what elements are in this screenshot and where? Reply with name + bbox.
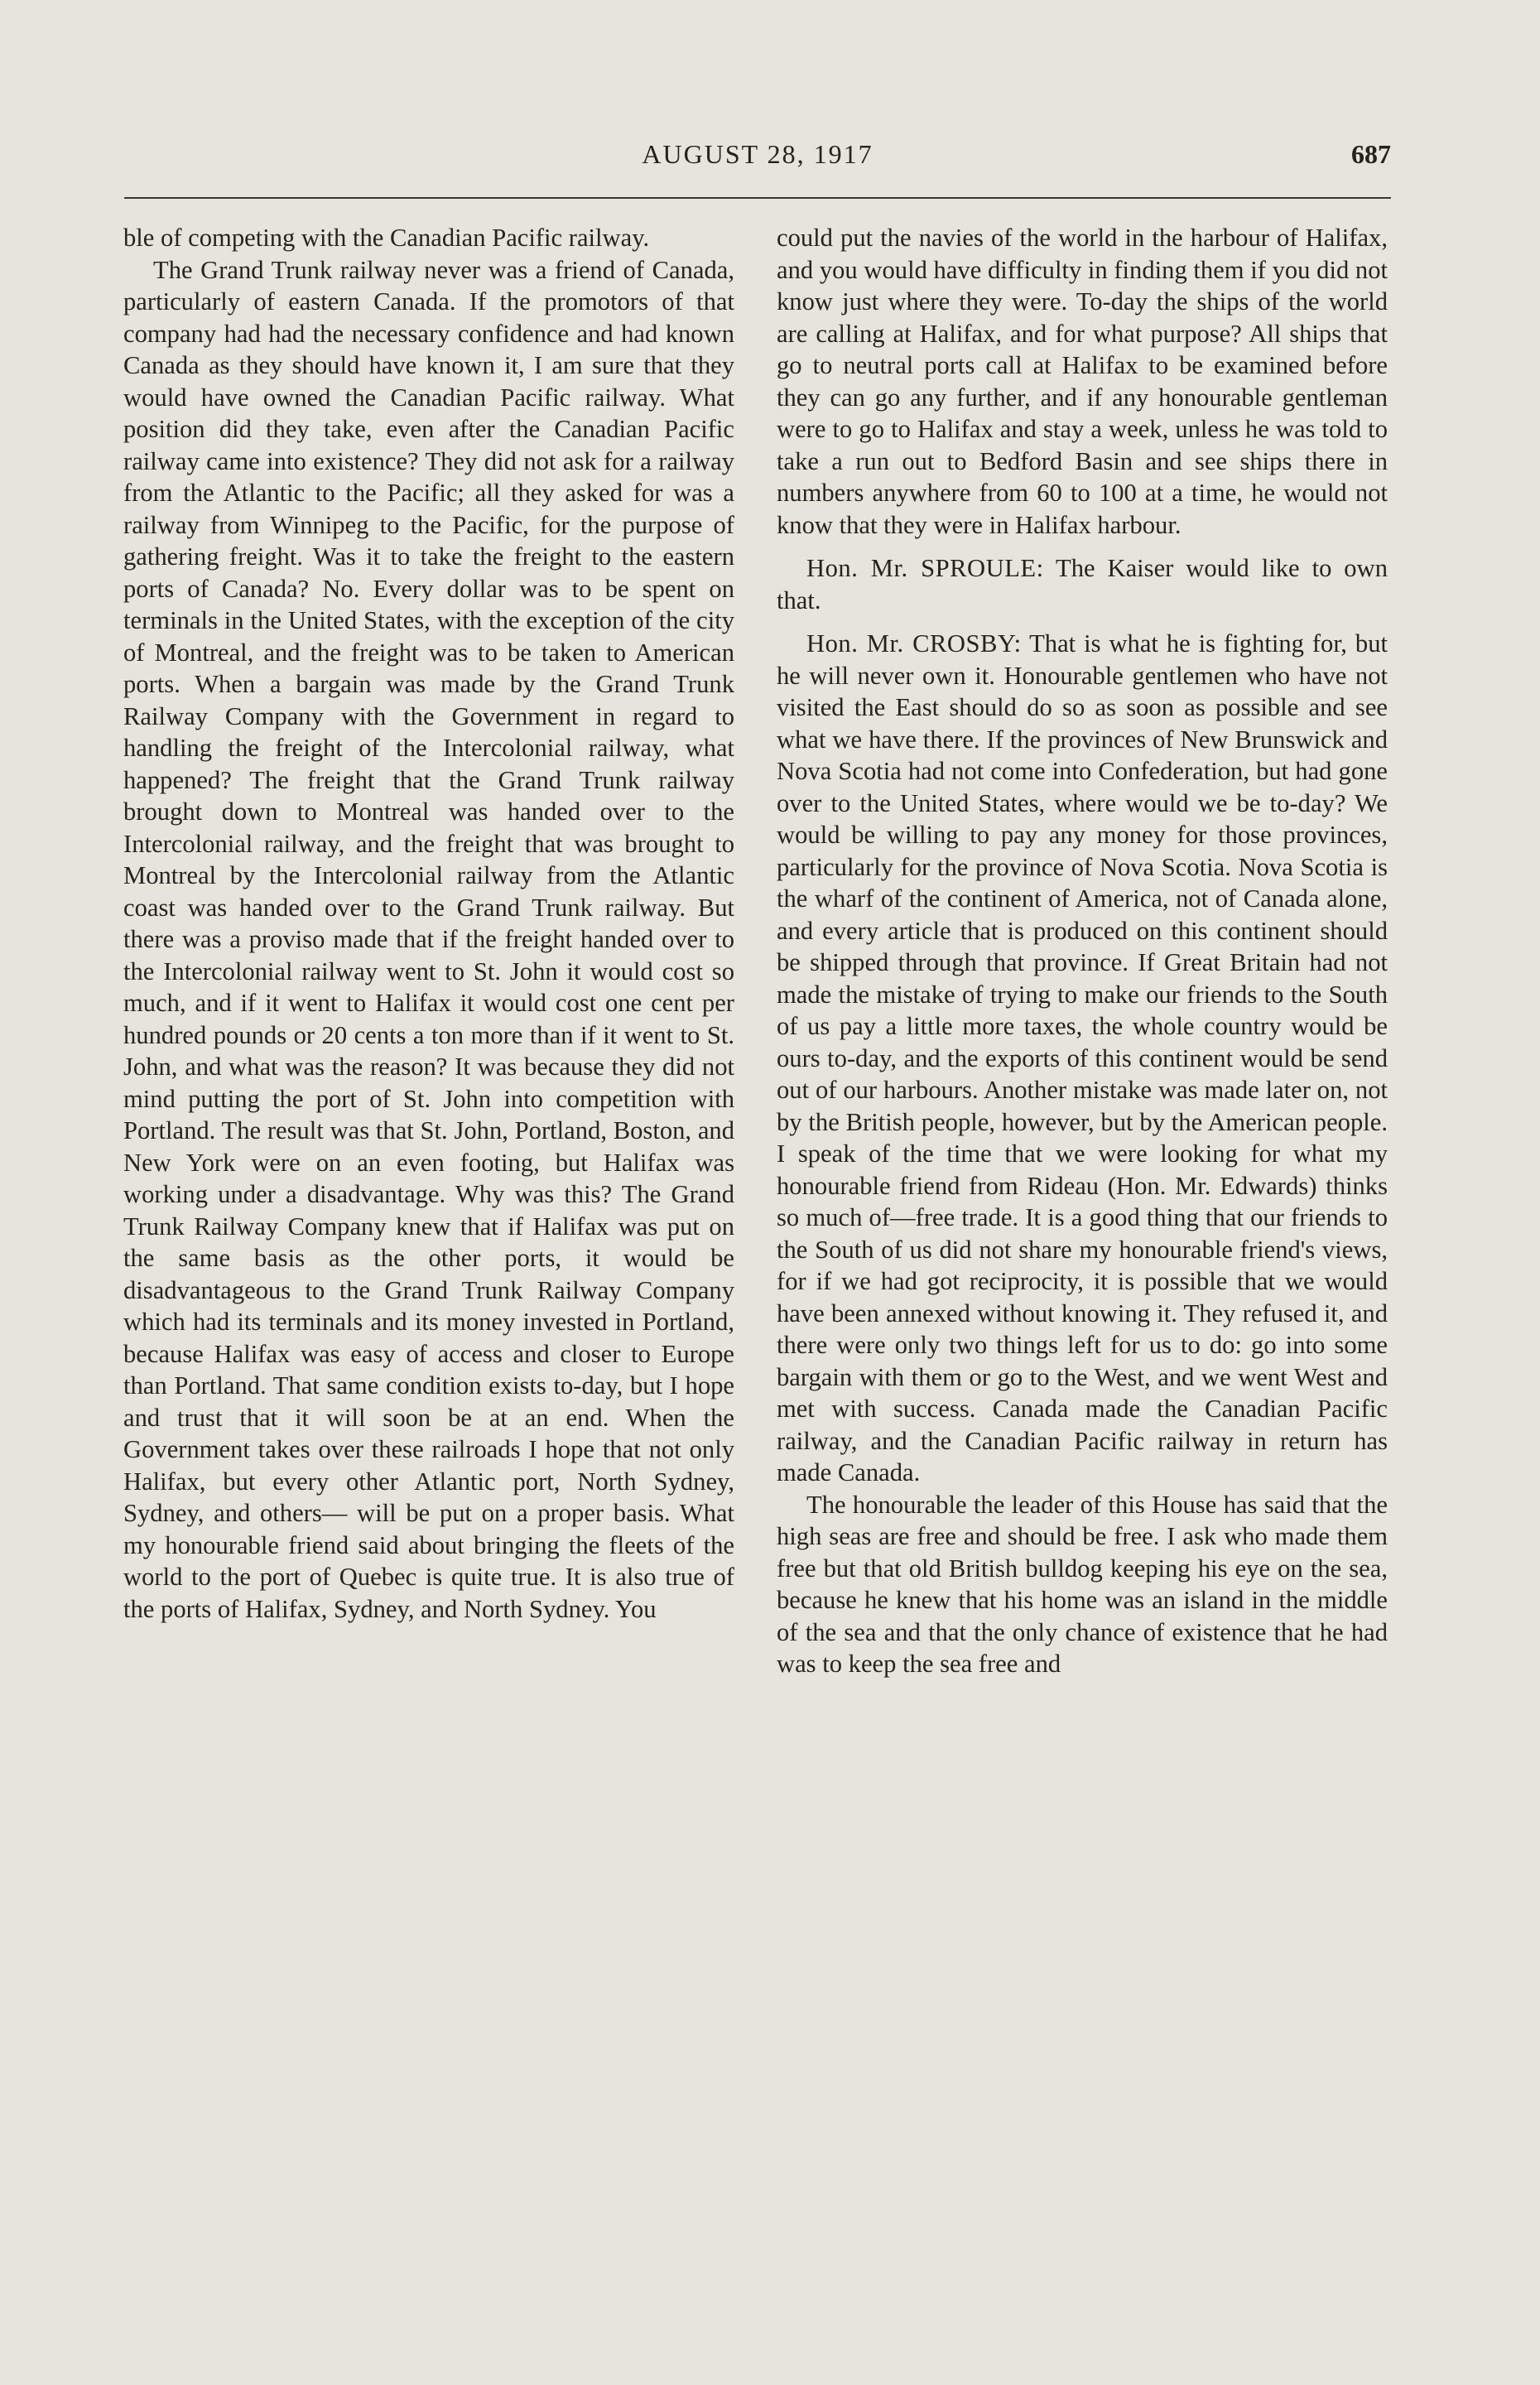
header-date: AUGUST 28, 1917 [642, 139, 873, 169]
right-paragraph-1: could put the navies of the world in the harbour of Halifax, and you would have difficulty in finding them if you did not know just where they were. To-day the ships of the world are calling at Halifax, and for what purpose? All ships that go to neutral ports call at Halifax to be examined before they can go any further, and if any honourable gentleman were to go to Halifax and stay a week, unless he was told to take a run out to Bedford Basin and see ships there in numbers anywhere from 60 to 100 at a time, he would not know that they were in Halifax harbour. [777, 224, 1388, 539]
left-paragraph-1: ble of competing with the Canadian Pacific railway. [123, 224, 650, 252]
speaker-sproule: Hon. Mr. SPROULE: [806, 554, 1044, 582]
right-column [777, 222, 1388, 2176]
crosby-remark [777, 628, 1388, 1489]
page-header [124, 139, 1391, 181]
left-column [123, 222, 734, 2176]
speaker-crosby: Hon. Mr. CROSBY: [806, 629, 1022, 658]
crosby-text: That is what he is fighting for, but he will never own it. Honourable gentlemen who have not visited the East should do so as soon as possible and see what we have there. If the provinces of New Brunswick and Nova Scotia had not come into Confederation, but had gone over to the United States, where would we be to-day? We would be willing to pay any money for those provinces, particularly for the province of Nova Scotia. Nova Scotia is the wharf of the continent of America, not of Canada alone, and every article that is produced on this continent should be shipped through that province. If Great Britain had not made the mistake of trying to make our friends to the South of us pay a little more taxes, the whole country would be ours to-day, and the exports of this continent would be send out of our harbours. Another mistake was made later on, not by the British people, however, but by the American people. I speak of the time that we were looking for what my honourable friend from Rideau (Hon. Mr. Edwards) thinks so much of—free trade. It is a good thing that our friends to the South of us did not share my honourable friend's views, for if we had got reciprocity, it is possible that we would have been annexed without knowing it. They refused it, and there were only two things left for us to do: go into some bargain with them or go to the West, and we went West and met with success. Canada made the Canadian Pacific railway, and the Canadian Pacific railway in return has made Canada. [777, 629, 1388, 1486]
header-rule [124, 197, 1391, 199]
right-paragraph-4: The honourable the leader of this House has said that the high seas are free and should be free. I ask who made them free but that old British bulldog keeping his eye on the sea, because he knew that his home was an island in the middle of the sea and that the only chance of existence that he had was to keep the sea free and [777, 1490, 1388, 1678]
sproule-text: The Kaiser would like to own that. [777, 554, 1388, 614]
left-paragraph-2: The Grand Trunk railway never was a friend of Canada, particularly of eastern Canada. If the promotors of that company had had the necessary confidence and had known Canada as they should have known it, I am sure that they would have owned the Canadian Pacific railway. What position did they take, even after the Canadian Pacific railway came into existence? They did not ask for a railway from the Atlantic to the Pacific; all they asked for was a railway from Winnipeg to the Pacific, for the purpose of gathering freight. Was it to take the freight to the eastern ports of Canada? No. Every dollar was to be spent on terminals in the United States, with the exception of the city of Montreal, and the freight was to be taken to American ports. When a bargain was made by the Grand Trunk Railway Company with the Government in regard to handling the freight of the Intercolonial railway, what happened? The freight that the Grand Trunk railway brought down to Montreal was handed over to the Intercolonial railway, and the freight that was brought to Montreal by the Intercolonial railway from the Atlantic coast was handed over to the Grand Trunk railway. But there was a proviso made that if the freight handed over to the Intercolonial railway went to St. John it would cost so much, and if it went to Halifax it would cost one cent per hundred pounds or 20 cents a ton more than if it went to St. John, and what was the reason? It was because they did not mind putting the port of St. John into competition with Portland. The result was that St. John, Portland, Boston, and New York were on an even footing, but Halifax was working under a disadvantage. Why was this? The Grand Trunk Railway Company knew that if Halifax was put on the same basis as the other ports, it would be disadvantageous to the Grand Trunk Railway Company which had its terminals and its money invested in Portland, because Halifax was easy of access and closer to Europe than Portland. That same condition exists to-day, but I hope and trust that it will soon be at an end. When the Government takes over these railroads I hope that not only Halifax, but every other Atlantic port, North Sydney, Sydney, and others— will be put on a proper basis. What my honourable friend said about bringing the fleets of the world to the port of Quebec is quite true. It is also true of the ports of Halifax, Sydney, and North Sydney. You [123, 255, 734, 1623]
page-number: 687 [1351, 139, 1391, 169]
sproule-remark [777, 552, 1388, 616]
